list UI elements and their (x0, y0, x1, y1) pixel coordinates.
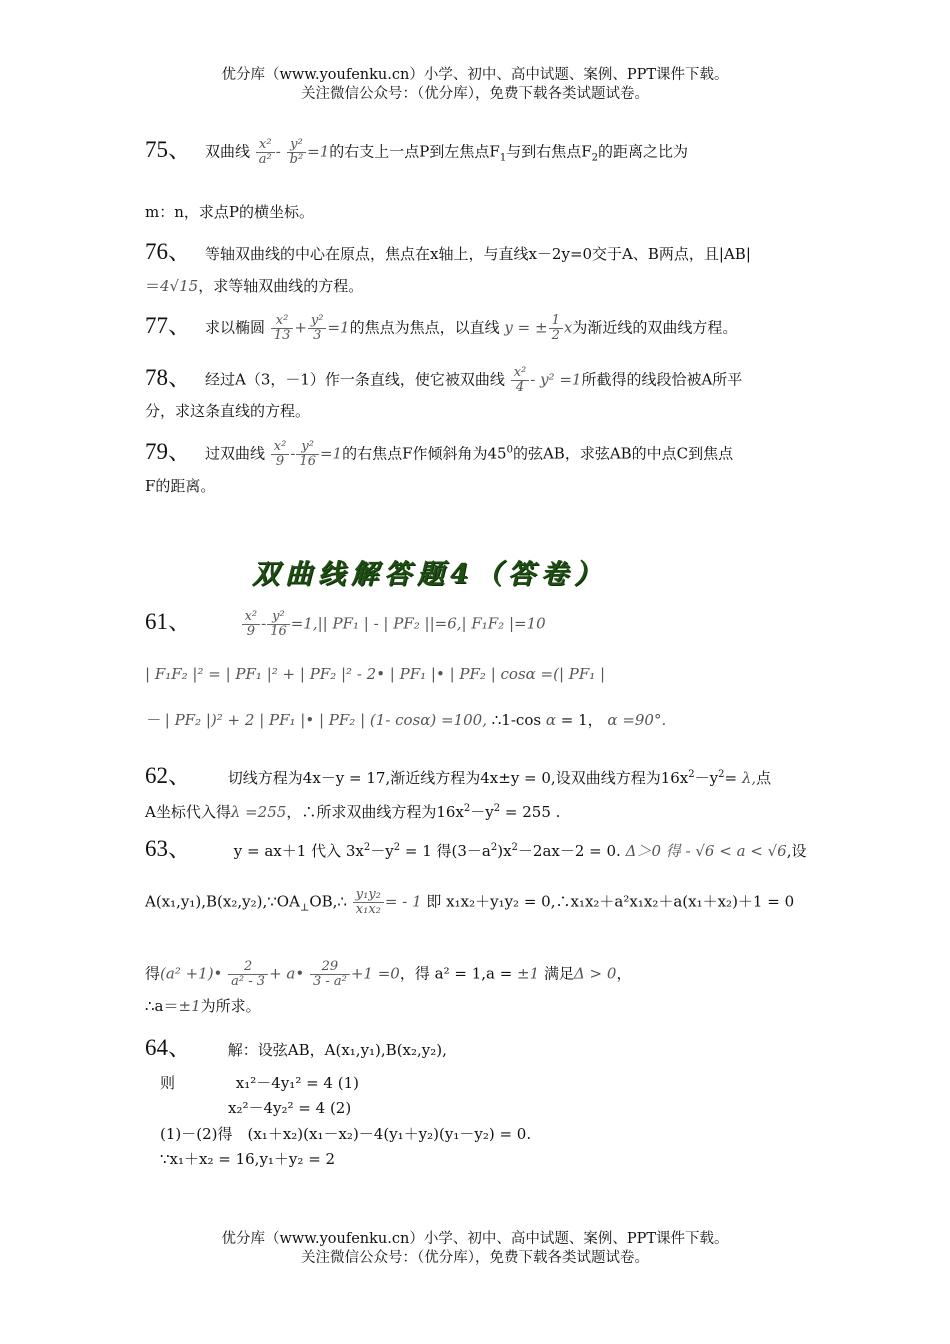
problem-79-cont: F的距离。 (145, 477, 216, 495)
answer-63-line2: $A(x_1,y_1),B(x_2,y_2),\because OA_\perp OB,\therefore$ $\frac{\text{y₁y₂}}{\text{x₁x₂}}$ = - 1 即 x₁x₂＋y₁y₂ = 0,∴x₁x₂＋a²x₁x₂＋a(x₁＋x₂)＋1 = 0 (145, 887, 795, 917)
answer-section-title: 双曲线解答题4（答卷） (252, 559, 607, 590)
problem-78: 78、 经过A（3，－1）作一条直线，使它被双曲线 $\frac{\text{x²}}{4}$ - y² =1所截得的线段恰被A所平 (145, 364, 743, 395)
footer-line-1: 优分库（www.youfenku.cn）小学、初中、高中试题、案例、PPT课件下载。 (221, 1231, 729, 1247)
answer-62-cont: A坐标代入得λ =255，∴所求双曲线方程为$16x^2-y^2 = 255$ . (145, 803, 561, 821)
footer-line-2: 关注微信公众号：（优分库），免费下载各类试题试卷。 (301, 1250, 649, 1266)
problem-75-cont: m：n，求点P的横坐标。 (145, 203, 314, 221)
problem-79: 79、 过双曲线 $\frac{\text{x²}}{9}$ - $\frac{\text{y²}}{16}$ =1的右焦点F作倾斜角为$45^0$的弦AB，求弦AB的中点C到焦点 (145, 438, 734, 469)
answer-63-line3: 得(a² +1)• $\frac{2}{\text{a² - 3}}$ + a• $\frac{29}{\text{3 - a²}}$ +1 =0，得 a² = 1,a = ±1 满足Δ > 0， (145, 959, 632, 989)
answer-64-then: 则 x₁²－4y₁² = 4 (1) (160, 1074, 359, 1092)
answer-62: 62、 切线方程为4x－y = 17,渐近线方程为4x±y = 0,设双曲线方程为$16x^2-y^2= \lambda$,点 (145, 763, 772, 788)
answer-64-eq2: x₂²－4y₂² = 4 (2) (228, 1099, 352, 1117)
answer-63-line4: ∴a＝±1为所求。 (145, 997, 261, 1015)
answer-61: 61、 $\frac{\text{x²}}{9}$ - $\frac{\text{y²}}{16}$ =1,|| PF₁ | - | PF₂ ||=6,| F₁F₂ |=10 (145, 608, 546, 639)
answer-64: 64、 解：设弦AB，A(x₁,y₁),B(x₂,y₂), (145, 1035, 447, 1060)
page-header (0, 66, 950, 104)
header-line-1: 优分库（www.youfenku.cn）小学、初中、高中试题、案例、PPT课件下载。 (221, 67, 729, 83)
problem-78-cont: 分，求这条直线的方程。 (145, 402, 311, 420)
answer-61-line2: | F₁F₂ |² = | PF₁ |² + | PF₂ |² - 2• | PF₁ |• | PF₂ | cosα =(| PF₁ | (145, 665, 606, 683)
answer-64-sum: ∵x₁＋x₂ = 16,y₁＋y₂ = 2 (160, 1150, 336, 1168)
problem-77: 77、 求以椭圆 $\frac{\text{x²}}{13}$ + $\frac{\text{y²}}{3}$ =1的焦点为焦点，以直线 y = ± $\frac{1}{2}$ x为渐近线的双曲线方程。 (145, 312, 738, 343)
problem-76: 76、 等轴双曲线的中心在原点，焦点在x轴上，与直线x－2y=0交于A、B两点，且|AB| (145, 239, 751, 264)
header-line-2: 关注微信公众号：（优分库），免费下载各类试题试卷。 (301, 86, 649, 102)
answer-64-diff: (1)－(2)得 (x₁＋x₂)(x₁－x₂)－4(y₁＋y₂)(y₁－y₂) = 0. (160, 1125, 532, 1143)
problem-76-cont: ＝4√15，求等轴双曲线的方程。 (145, 277, 364, 295)
page-footer (0, 1230, 950, 1268)
answer-63: 63、 y = ax＋1 代入 $3x^2-y^2 = 1$ 得$(3-a^2)x^2-2ax-2 = 0$. Δ＞0 得 - √6 < a < √6,设 (145, 836, 807, 861)
answer-61-line3: － | PF₂ |)² + 2 | PF₁ |• | PF₂ | (1- cosα) =100, ∴1-cos α = 1， α =90°. (145, 711, 667, 729)
problem-75: 75、 双曲线 $\frac{\text{x²}}{\text{a²}}$ - $\frac{\text{y²}}{\text{b²}}$ =1的右支上一点P到左焦点$F_1$与到右焦点$F_2$的距离之比为 (145, 136, 688, 167)
